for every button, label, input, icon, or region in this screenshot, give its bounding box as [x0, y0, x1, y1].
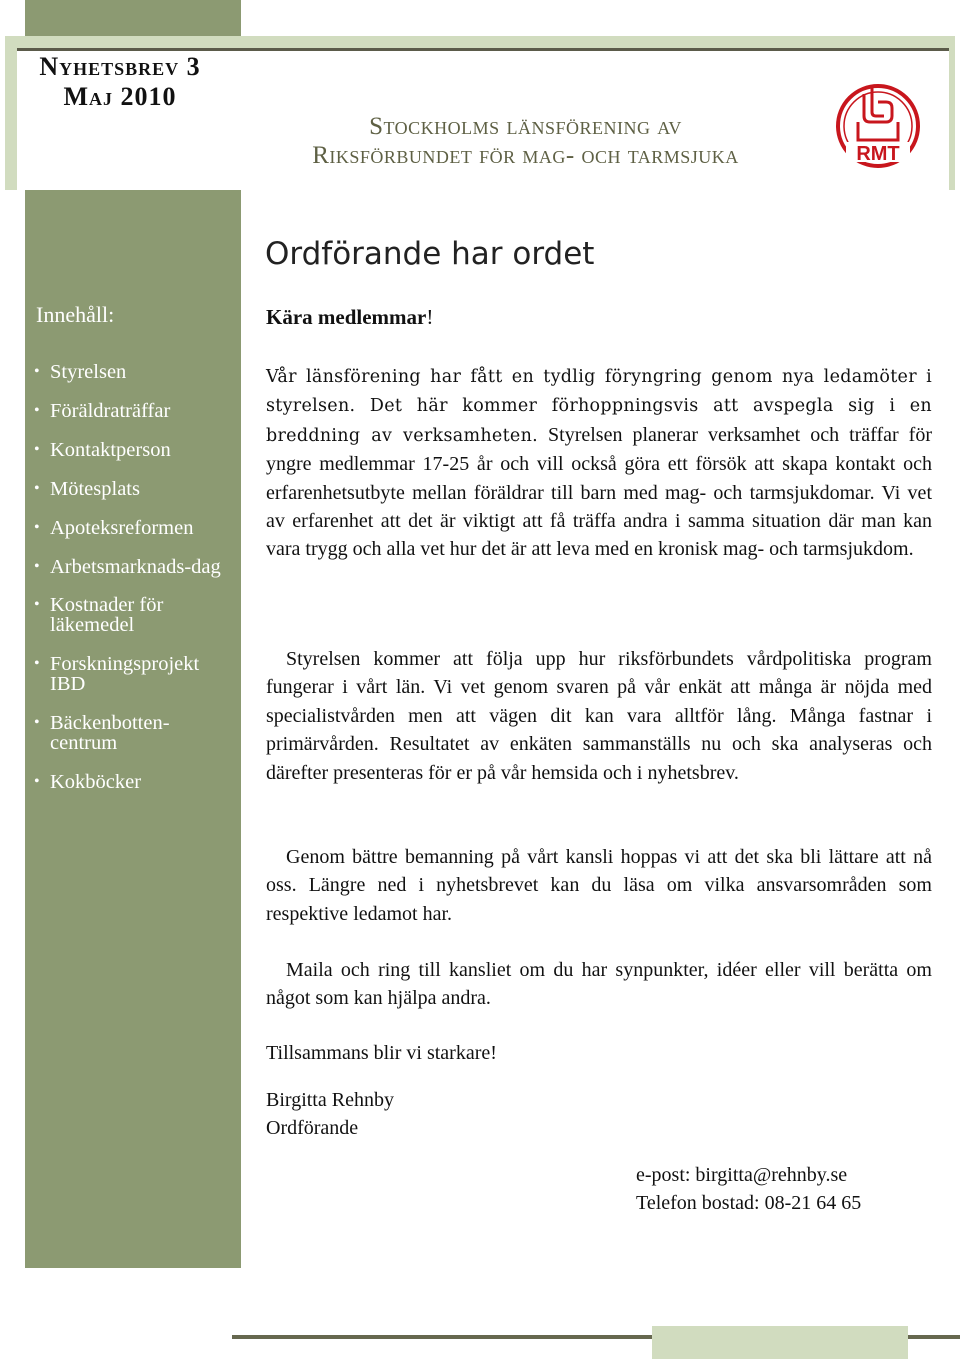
contact-email: e-post: birgitta@rehnby.se: [636, 1164, 848, 1186]
toc-item: [34, 362, 234, 382]
article-paragraph-intro: Vår länsförening har fått en tydlig föryngring genom nya ledamöter i styrelsen. Det här kommer förhoppningsvis att avspegla sig i en breddning av verksamheten.: [266, 367, 932, 446]
toc-item: [34, 479, 234, 499]
organization-name: [238, 112, 813, 170]
bullet-icon: •: [34, 441, 40, 458]
toc-item: [34, 654, 234, 694]
toc-item: [34, 401, 234, 421]
toc-item-label: Styrelsen: [50, 361, 127, 383]
bullet-icon: •: [34, 655, 40, 672]
article-paragraph: Genom bättre bemanning på vårt kansli hoppas vi att det ska bli lättare att nå oss. Längre ned i nyhetsbrevet kan du läsa om vilka ansvarsområden som respektive ledamot har.: [266, 846, 932, 925]
toc-item-label: Kokböcker: [50, 771, 142, 793]
signature-name: Birgitta Rehnby: [266, 1089, 394, 1111]
bullet-icon: •: [34, 596, 40, 613]
article-greeting: [266, 305, 433, 330]
signature: [266, 1086, 394, 1142]
article-paragraph: [266, 362, 932, 564]
article-closing: Tillsammans blir vi starkare!: [266, 1042, 497, 1064]
contact-info: [636, 1161, 861, 1217]
article-paragraph: Styrelsen kommer att följa upp hur riksförbundets vårdpolitiska program fungerar i vårt län. Vi vet genom svaren på vår enkät att många är nöjda med specialistvården men att vägen dit kan vara alltför lång. Många fastnar i primärvården. Resultatet av enkäten sammanställs nu och ska analyseras och därefter presenteras för er på vår hemsida och i nyhetsbrev.: [266, 648, 932, 784]
bullet-icon: •: [34, 363, 40, 380]
toc-item-label: Föräldraträffar: [50, 400, 171, 422]
bullet-icon: •: [34, 714, 40, 731]
article-paragraph: Maila och ring till kansliet om du har synpunkter, idéer eller vill berätta om något som kan hjälpa andra.: [266, 959, 932, 1010]
bullet-icon: •: [34, 773, 40, 790]
rmt-logo-icon: [832, 82, 924, 174]
contact-phone: Telefon bostad: 08-21 64 65: [636, 1192, 862, 1214]
bullet-icon: •: [34, 558, 40, 575]
toc-item-label: Bäckenbotten-centrum: [50, 712, 170, 754]
toc-heading: Innehåll:: [36, 302, 115, 327]
bullet-icon: •: [34, 402, 40, 419]
bullet-icon: •: [34, 480, 40, 497]
newsletter-title: [20, 52, 220, 112]
toc-item-label: Arbetsmarknads-dag: [50, 556, 221, 578]
newsletter-issue: Nyhetsbrev 3: [39, 52, 201, 81]
signature-role: Ordförande: [266, 1117, 359, 1139]
toc-item-label: Forskningsprojekt IBD: [50, 653, 200, 695]
logo-text: RMT: [856, 143, 900, 165]
footer-block: [652, 1326, 908, 1359]
newsletter-date: Maj 2010: [63, 82, 177, 111]
toc-item-label: Mötesplats: [50, 478, 140, 500]
toc-item: [34, 518, 234, 538]
toc-item-label: Apoteksreformen: [50, 517, 194, 539]
greeting-punctuation: !: [426, 305, 434, 329]
bullet-icon: •: [34, 519, 40, 536]
toc-item: [34, 595, 234, 635]
toc-item-label: Kostnader för läkemedel: [50, 594, 164, 636]
organization-name-line2: Riksförbundet för mag- och tarmsjuka: [312, 142, 739, 169]
toc-item: [34, 440, 234, 460]
article-paragraph-body: Styrelsen planerar verksamhet och träffar för yngre medlemmar 17-25 år och vill också göra ett försök att skapa kontakt och erfarenhetsutbyte mellan föräldrar till barn med mag- och tarmsjukdomar. Vi vet av erfarenhet att det är viktigt att få träffa andra i samma situation där man kan vara trygg och alla vet hur det är att leva med en kronisk mag- och tarmsjukdom.: [266, 423, 932, 561]
article-title: Ordförande har ordet: [265, 236, 595, 272]
toc-item: [34, 772, 234, 792]
toc-item: [34, 557, 234, 577]
toc-item: [34, 713, 234, 753]
greeting-text: Kära medlemmar: [266, 305, 427, 329]
toc-item-label: Kontaktperson: [50, 439, 171, 461]
organization-name-line1: Stockholms länsförening av: [369, 113, 682, 140]
toc-list: [34, 362, 234, 811]
